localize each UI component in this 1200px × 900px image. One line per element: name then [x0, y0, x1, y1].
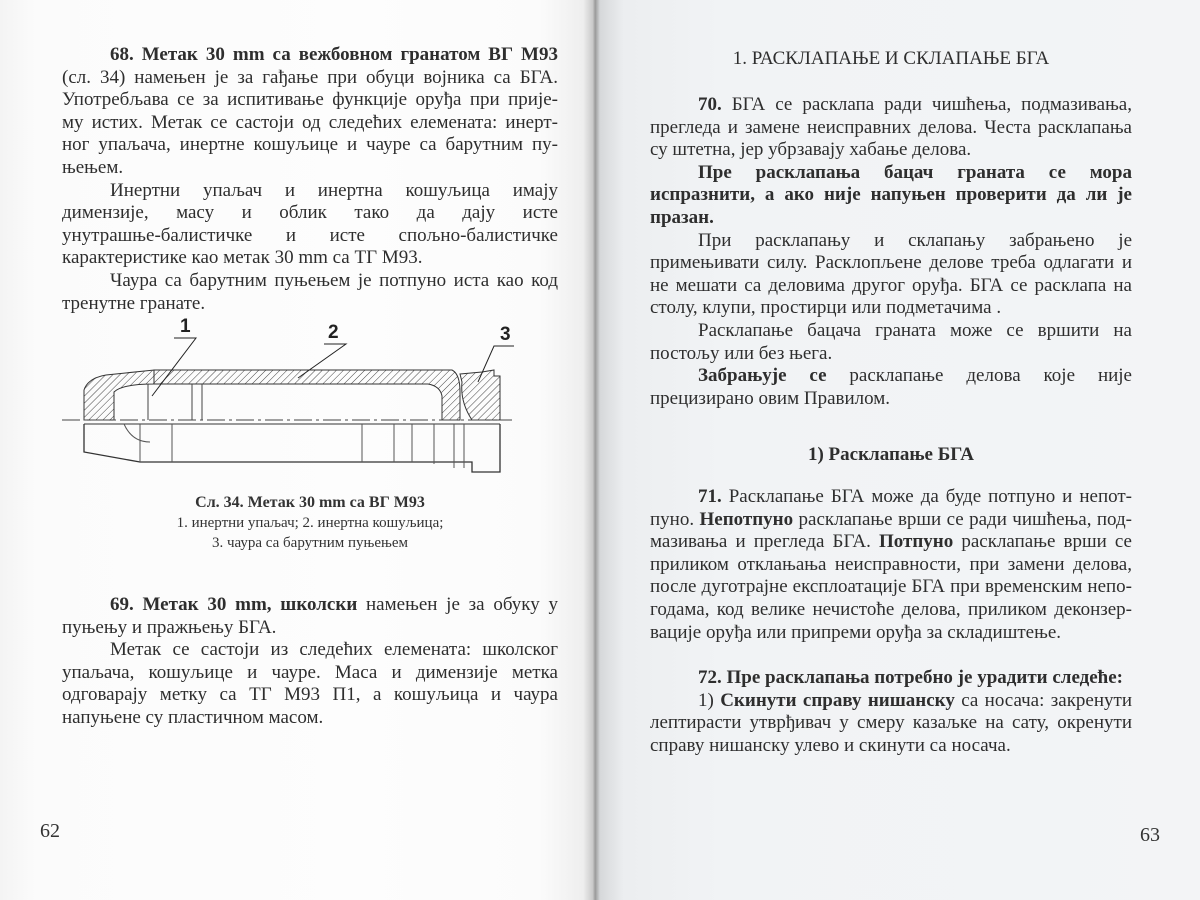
- text-line: [650, 690, 1132, 713]
- body-text: напуњене су пластичном масом.: [62, 706, 324, 728]
- body-text: пуно.: [650, 508, 700, 530]
- paragraph-71: [650, 486, 1132, 644]
- body-text: расклапање врши се: [953, 531, 1132, 553]
- section-heading: 1) Расклапање БГА: [807, 444, 975, 465]
- text-line: [650, 117, 1132, 140]
- body-text: тренутне гранате.: [62, 292, 206, 314]
- body-text: са носача: закренути: [954, 689, 1133, 711]
- text-line: [62, 270, 558, 293]
- body-text: ног упаљача, инертне кошуљице и чауре са барутним пу-: [62, 134, 558, 156]
- body-text: су штетна, јер убрзавају хабање делова.: [650, 139, 972, 161]
- body-text: 1): [698, 689, 721, 711]
- text-line: [650, 207, 1132, 230]
- text-line: [62, 202, 558, 225]
- body-text: му истих. Метак се састоји од следећих елемената: инерт-: [62, 111, 558, 133]
- text-line: [62, 67, 558, 90]
- body-text: справу нишанску улево и скинути са носача.: [650, 734, 1011, 756]
- bold-text: 72. Пре расклапања потребно је урадити следеће:: [698, 667, 1123, 688]
- text-line: [650, 275, 1132, 298]
- text-line: [62, 225, 558, 248]
- body-text: расклапање врши се ради чишћења, под-: [793, 508, 1132, 530]
- figure-caption: [62, 493, 558, 553]
- paragraph-70: [650, 94, 1132, 410]
- body-text: прецизирано овим Правилом.: [650, 387, 891, 409]
- body-text: мазивања и прегледа БГА.: [650, 531, 879, 553]
- text-line: [650, 388, 1132, 411]
- figure-caption-title: Сл. 34. Метак 30 mm са ВГ М93: [195, 494, 425, 511]
- body-text: годама, код велике нечистоће делова, приликом деконзер-: [650, 598, 1132, 620]
- text-line: [62, 707, 558, 730]
- body-text: после дуготрајне експлоатације БГА при временским непо-: [650, 576, 1132, 598]
- casing-section: [154, 370, 460, 420]
- body-text: не мешати са деловима другог оруђа. БГА се расклапа на: [650, 274, 1132, 296]
- figure-legend-line: 1. инертни упаљач; 2. инертна кошуљица;: [176, 515, 444, 531]
- body-text: Расклапање бацача граната може се вршити на: [698, 319, 1132, 341]
- text-line: [650, 735, 1132, 758]
- bold-text: празан.: [650, 206, 714, 228]
- page-number-left: 62: [40, 820, 60, 842]
- body-text: расклапање делова које није: [826, 365, 1132, 387]
- text-line: [62, 662, 558, 685]
- text-line: [62, 157, 558, 180]
- cartridge-outline: [84, 424, 500, 472]
- bold-text: Скинути справу нишанску: [720, 689, 955, 711]
- chapter-heading: 1. РАСКЛАПАЊЕ И СКЛАПАЊЕ БГА: [732, 48, 1050, 69]
- text-line: [650, 509, 1132, 532]
- leader-line-1: [152, 338, 196, 396]
- bold-text: испразнити, а ако није напуњен проверити да ли је: [650, 184, 1132, 206]
- text-line: [650, 486, 1132, 509]
- paragraph-69: [62, 594, 558, 730]
- bold-text: Потпуно: [878, 531, 954, 553]
- body-text: приликом отклањања неисправности, при замени делова,: [650, 553, 1132, 575]
- body-text: унутрашње-балистичке и исте спољно-балистичке: [62, 224, 558, 246]
- text-line: [650, 297, 1132, 320]
- body-text: Инертни упаљач и инертна кошуљица имају: [110, 179, 558, 201]
- text-line: [650, 554, 1132, 577]
- label-1: 1: [180, 316, 191, 337]
- right-page: [650, 0, 1132, 900]
- body-text: При расклапању и склапању забрањено је: [698, 229, 1132, 251]
- body-text: њењем.: [62, 156, 124, 178]
- body-text: упаљача, кошуљице и чауре. Маса и димензије метка: [62, 661, 558, 683]
- fuze-section: [84, 370, 154, 420]
- left-page: [62, 0, 558, 900]
- figure-34: [62, 312, 558, 552]
- text-line: [62, 44, 558, 67]
- bold-text: 70.: [698, 94, 722, 115]
- text-line: [650, 667, 1132, 690]
- label-2: 2: [328, 322, 339, 343]
- text-line: [62, 594, 558, 617]
- body-text: Метак се састоји из следећих елемената: школског: [110, 639, 558, 661]
- body-text: Расклапање БГА може да буде потпуно и непот-: [721, 486, 1132, 507]
- text-line: [650, 599, 1132, 622]
- bold-text: 69. Метак 30 mm, школски: [110, 594, 358, 615]
- page-number-right: 63: [1140, 824, 1160, 846]
- paragraph-72: [650, 667, 1132, 757]
- text-line: [62, 112, 558, 135]
- text-line: [650, 94, 1132, 117]
- text-line: [650, 622, 1132, 645]
- body-text: прегледа и замене неисправних делова. Честа расклапања: [650, 116, 1132, 138]
- body-text: одговарају метку са ТГ М93 П1, а кошуљица и чаура: [62, 684, 558, 706]
- text-line: [62, 617, 558, 640]
- paragraph-68: [62, 44, 558, 315]
- figure-legend-line: 3. чаура са барутним пуњењем: [211, 535, 409, 551]
- text-line: [62, 180, 558, 203]
- text-line: [62, 247, 558, 270]
- body-text: намењен је за обуку у: [357, 594, 558, 615]
- body-text: (сл. 34) намењен је за гађање при обуци војника са БГА.: [62, 66, 558, 88]
- body-text: димензије, масу и облик тако да дају исте: [62, 202, 558, 224]
- body-text: столу, клупи, простирци или подметачима .: [650, 297, 1002, 319]
- body-text: карактеристике као метак 30 mm са ТГ М93.: [62, 247, 423, 269]
- cartridge-cross-section-diagram: [62, 312, 558, 482]
- body-text: пуњењу и пражњењу БГА.: [62, 616, 277, 638]
- text-line: [650, 712, 1132, 735]
- text-line: [650, 531, 1132, 554]
- text-line: [650, 252, 1132, 275]
- text-line: [62, 639, 558, 662]
- body-text: вације оруђа или припреми оруђа за складиштење.: [650, 621, 1062, 643]
- bold-text: Забрањује се: [698, 365, 827, 387]
- text-line: [650, 184, 1132, 207]
- text-line: [650, 139, 1132, 162]
- text-line: [650, 230, 1132, 253]
- body-text: БГА се расклапа ради чишћења, подмазивања,: [721, 94, 1132, 115]
- body-text: лептирасти утврђивач у смеру казаљке на сату, окренути: [650, 712, 1132, 734]
- bold-text: Пре расклапања бацач граната се мора: [698, 161, 1132, 183]
- body-text: примењивати силу. Расклопљене делове треба одлагати и: [650, 252, 1132, 274]
- bold-text: Непотпуно: [699, 508, 794, 530]
- text-line: [650, 162, 1132, 185]
- bold-text: 68. Метак 30 mm са вежбовном гранатом ВГ М93: [110, 44, 558, 65]
- text-line: [650, 365, 1132, 388]
- text-line: [650, 320, 1132, 343]
- text-line: [62, 134, 558, 157]
- body-text: Употребљава се за испитивање функције оруђа при прије-: [62, 89, 558, 111]
- text-line: [62, 89, 558, 112]
- body-text: постољу или без њега.: [650, 342, 833, 364]
- label-3: 3: [500, 324, 511, 345]
- bold-text: 71.: [698, 486, 722, 507]
- text-line: [62, 684, 558, 707]
- body-text: Чаура са барутним пуњењем је потпуно иста као код: [110, 269, 558, 291]
- text-line: [650, 576, 1132, 599]
- text-line: [650, 343, 1132, 366]
